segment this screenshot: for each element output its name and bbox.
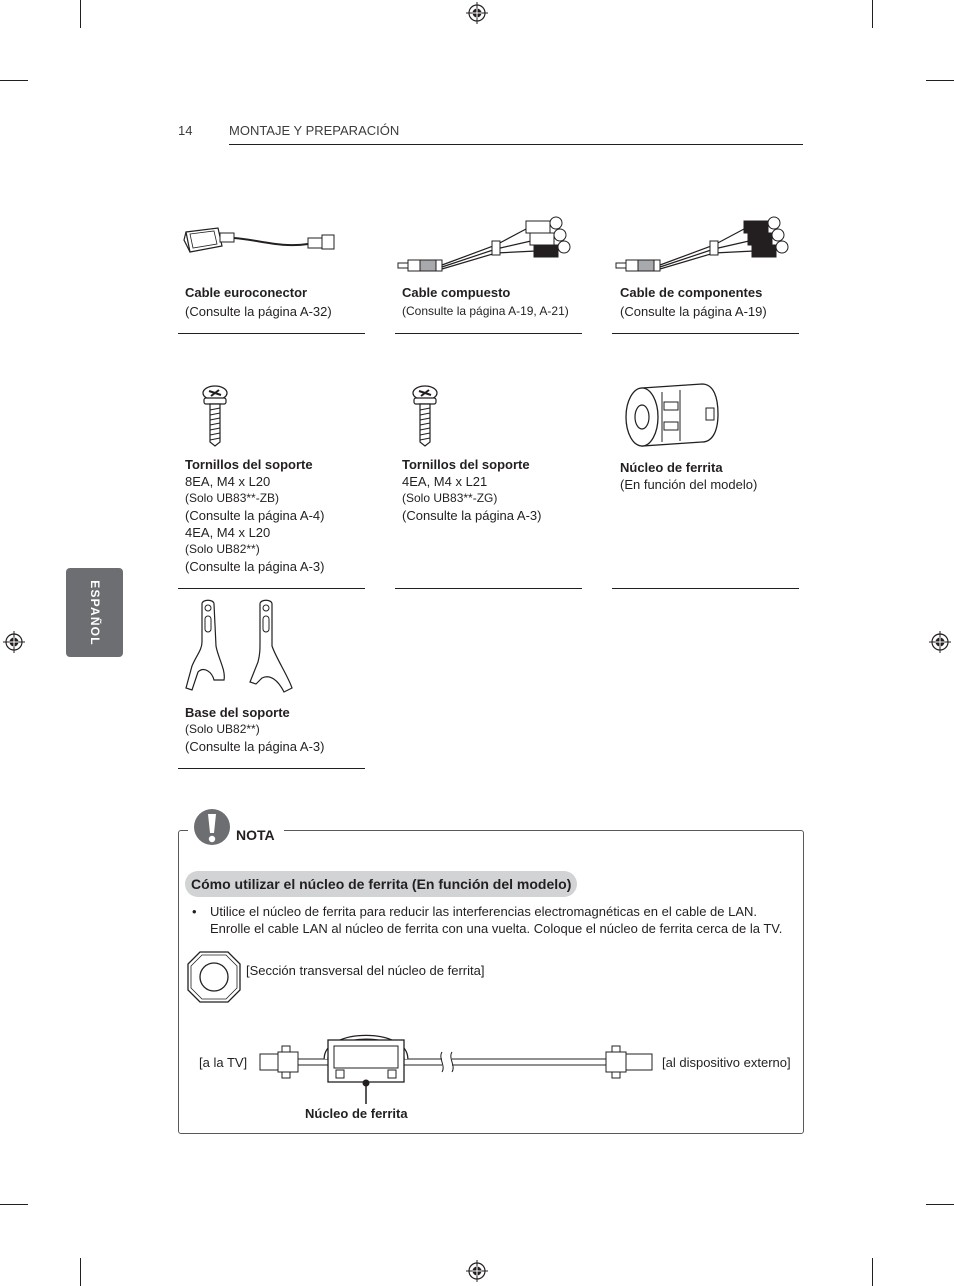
scart-cable-icon <box>180 220 340 265</box>
registration-mark-icon <box>3 631 25 653</box>
crop-mark <box>0 1204 28 1205</box>
crop-mark <box>872 0 873 28</box>
item-stand-base <box>185 704 372 755</box>
item-line: (Consulte la página A-3) <box>402 508 542 523</box>
ferrite-cross-section-icon <box>186 950 242 1004</box>
item-line: (Consulte la página A-4) <box>185 508 325 523</box>
item-line: (Consulte la página A-19) <box>620 304 767 319</box>
item-divider <box>178 768 365 769</box>
item-title: Tornillos del soporte <box>185 457 313 472</box>
item-line: (Consulte la página A-19, A-21) <box>402 304 569 318</box>
crop-mark <box>80 0 81 28</box>
ferrite-core-icon <box>622 380 720 452</box>
warning-exclamation-icon <box>193 808 231 846</box>
to-device-label: [al dispositivo externo] <box>662 1055 791 1070</box>
item-composite-cable <box>402 284 589 320</box>
page-number: 14 <box>178 123 193 138</box>
item-divider <box>395 333 582 334</box>
item-line: (Solo UB82**) <box>185 542 260 556</box>
item-line: (Solo UB83**-ZB) <box>185 491 280 505</box>
note-heading: Cómo utilizar el núcleo de ferrita (En función del modelo) <box>185 871 577 897</box>
registration-mark-icon <box>466 1260 488 1282</box>
item-divider <box>395 588 582 589</box>
item-line: (Solo UB82**) <box>185 722 260 736</box>
item-title: Cable euroconector <box>185 285 308 300</box>
bullet-dot: • <box>192 904 197 919</box>
cross-section-label: [Sección transversal del núcleo de ferrita] <box>246 963 485 978</box>
screw-icon <box>200 384 230 448</box>
item-stand-screws-1 <box>185 456 372 575</box>
item-stand-screws-2 <box>402 456 589 524</box>
bullet-line: Enrolle el cable LAN al núcleo de ferrita con una vuelta. Coloque el núcleo de ferrita cerca de la TV. <box>210 921 783 936</box>
bullet-text <box>210 903 795 937</box>
item-line: (Consulte la página A-32) <box>185 304 332 319</box>
section-title: MONTAJE Y PREPARACIÓN <box>229 123 400 138</box>
item-line: 8EA, M4 x L20 <box>185 474 271 489</box>
crop-mark <box>926 1204 954 1205</box>
note-label: NOTA <box>236 827 275 843</box>
item-component-cable <box>620 284 807 320</box>
item-title: Núcleo de ferrita <box>620 460 723 475</box>
registration-mark-icon <box>466 2 488 24</box>
language-tab <box>66 568 123 657</box>
component-cable-icon <box>614 205 794 280</box>
bullet-line: Utilice el núcleo de ferrita para reducir las interferencias electromagnéticas en el cable de LAN. <box>210 904 758 919</box>
registration-mark-icon <box>929 631 951 653</box>
to-tv-label: [a la TV] <box>199 1055 248 1070</box>
crop-mark <box>80 1258 81 1286</box>
item-title: Cable compuesto <box>402 285 511 300</box>
lan-cable-diagram <box>256 1022 660 1110</box>
stand-base-icon <box>184 596 296 696</box>
item-title: Tornillos del soporte <box>402 457 530 472</box>
composite-cable-icon <box>396 205 576 280</box>
item-title: Base del soporte <box>185 705 290 720</box>
header-rule <box>229 144 803 145</box>
item-divider <box>178 333 365 334</box>
item-divider <box>178 588 365 589</box>
item-line: 4EA, M4 x L20 <box>185 525 271 540</box>
language-tab-label: ESPAÑOL <box>87 579 102 646</box>
item-ferrite-core <box>620 459 807 493</box>
crop-mark <box>872 1258 873 1286</box>
item-title: Cable de componentes <box>620 285 763 300</box>
item-line: (Consulte la página A-3) <box>185 739 325 754</box>
item-line: (En función del modelo) <box>620 477 758 492</box>
ferrite-core-label: Núcleo de ferrita <box>305 1106 408 1121</box>
item-line: 4EA, M4 x L21 <box>402 474 488 489</box>
item-line: (Consulte la página A-3) <box>185 559 325 574</box>
item-divider <box>612 588 799 589</box>
item-scart-cable <box>185 284 372 320</box>
crop-mark <box>926 80 954 81</box>
item-divider <box>612 333 799 334</box>
item-line: (Solo UB83**-ZG) <box>402 491 498 505</box>
crop-mark <box>0 80 28 81</box>
screw-icon <box>410 384 440 448</box>
